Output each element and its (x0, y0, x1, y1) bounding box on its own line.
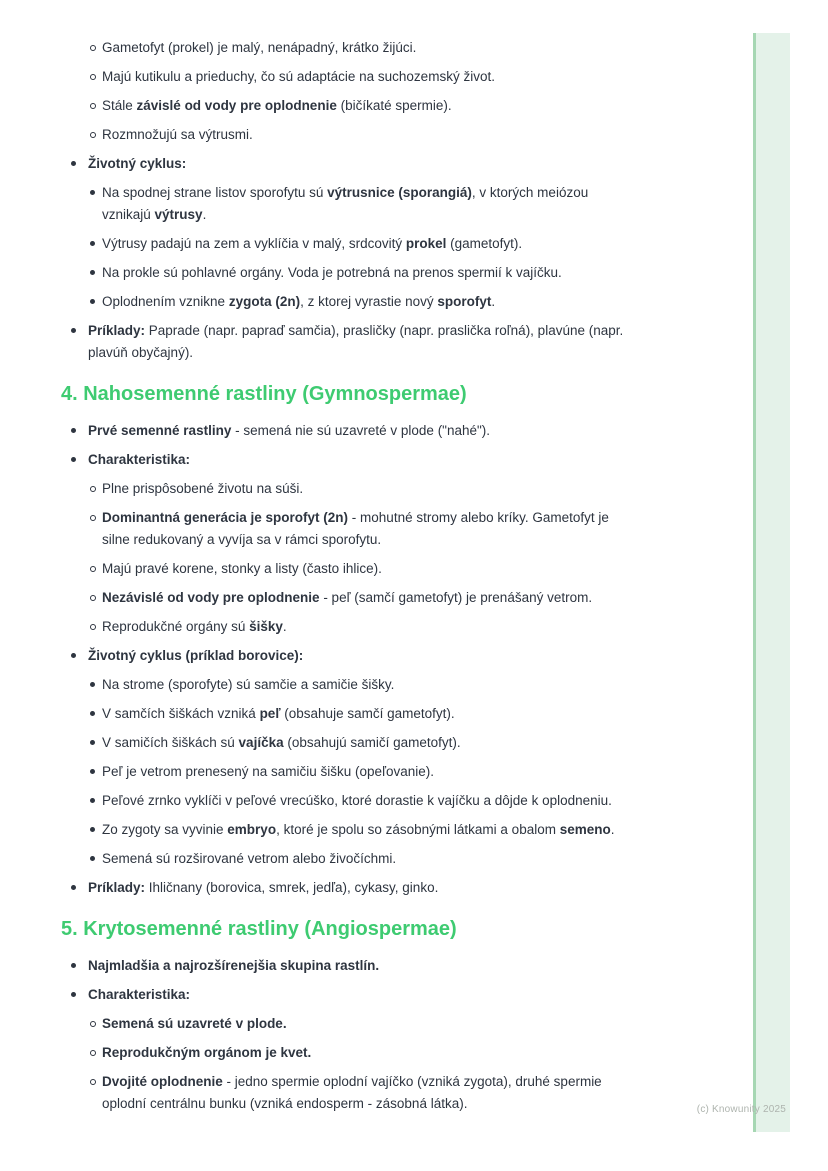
list-item-text: V samičích šiškách sú vajíčka (obsahujú samičí gametofyt). (102, 735, 461, 750)
list-item-text: Dominantná generácia je sporofyt (2n) - mohutné stromy alebo kríky. Gametofyt je silne redukovaný a vyvíja sa v rámci sporofytu. (102, 510, 609, 547)
content-list (0, 37, 828, 1122)
bullet-icon (71, 161, 76, 166)
list-item-text: V samčích šiškách vzniká peľ (obsahuje samčí gametofyt). (102, 706, 455, 721)
list-item (0, 420, 828, 442)
watermark: (c) Knowunity 2025 (696, 1104, 786, 1115)
list-item-text: Plne prispôsobené životu na súši. (102, 481, 304, 496)
bullet-icon (90, 856, 95, 861)
circle-bullet-icon (90, 595, 96, 601)
list-item-text: Zo zygoty sa vyvinie embryo, ktoré je spolu so zásobnými látkami a obalom semeno. (102, 822, 615, 837)
list-item-text: Dvojité oplodnenie - jedno spermie oplodní vajíčko (vzniká zygota), druhé spermie oplodní centrálnu bunku (vzniká endosperm - zásobná látka). (102, 1074, 602, 1111)
bullet-icon (90, 827, 95, 832)
circle-bullet-icon (90, 486, 96, 492)
list-item-text: Charakteristika: (88, 987, 191, 1002)
bullet-icon (71, 885, 76, 890)
list-item (0, 449, 828, 471)
section-heading: 4. Nahosemenné rastliny (Gymnospermae) (61, 383, 467, 405)
list-item (0, 37, 828, 59)
list-item (0, 761, 828, 783)
list-item (0, 478, 828, 500)
list-item (0, 790, 828, 812)
list-item (0, 182, 828, 226)
circle-bullet-icon (90, 1079, 96, 1085)
list-item-text: Semená sú uzavreté v plode. (102, 1016, 287, 1031)
list-item (0, 507, 828, 551)
list-item (0, 124, 828, 146)
circle-bullet-icon (90, 74, 96, 80)
list-item (0, 674, 828, 696)
list-item (0, 1042, 828, 1064)
list-item (0, 233, 828, 255)
circle-bullet-icon (90, 103, 96, 109)
list-item-text: Príklady: Paprade (napr. papraď samčia), prasličky (napr. praslička roľná), plavúne (napr. plavúň obyčajný). (88, 323, 624, 360)
list-item-text: Gametofyt (prokel) je malý, nenápadný, krátko žijúci. (102, 40, 417, 55)
list-item-text: Peľové zrnko vyklíči v peľové vrecúško, ktoré dorastie k vajíčku a dôjde k oplodneniu. (102, 793, 612, 808)
list-item-text: Peľ je vetrom prenesený na samičiu šišku (opeľovanie). (102, 764, 435, 779)
list-item-text: Majú kutikulu a prieduchy, čo sú adaptácie na suchozemský život. (102, 69, 495, 84)
bullet-icon (90, 270, 95, 275)
list-item-text: Nezávislé od vody pre oplodnenie - peľ (samčí gametofyt) je prenášaný vetrom. (102, 590, 593, 605)
list-item-text: Reprodukčným orgánom je kvet. (102, 1045, 312, 1060)
list-item (0, 955, 828, 977)
list-item (0, 616, 828, 638)
list-item-text: Životný cyklus: (88, 156, 187, 171)
list-item (0, 877, 828, 899)
bullet-icon (90, 682, 95, 687)
list-item-text: Reprodukčné orgány sú šišky. (102, 619, 287, 634)
circle-bullet-icon (90, 1050, 96, 1056)
section-heading: 5. Krytosemenné rastliny (Angiospermae) (61, 918, 457, 940)
bullet-icon (90, 241, 95, 246)
list-item-text: Charakteristika: (88, 452, 191, 467)
bullet-icon (90, 190, 95, 195)
list-item-text: Prvé semenné rastliny - semená nie sú uzavreté v plode ("nahé"). (88, 423, 491, 438)
list-item (0, 703, 828, 725)
bullet-icon (71, 992, 76, 997)
circle-bullet-icon (90, 566, 96, 572)
circle-bullet-icon (90, 515, 96, 521)
list-item-text: Príklady: Ihličnany (borovica, smrek, jedľa), cykasy, ginko. (88, 880, 439, 895)
list-item-text: Najmladšia a najrozšírenejšia skupina rastlín. (88, 958, 380, 973)
bullet-icon (71, 963, 76, 968)
bullet-icon (90, 740, 95, 745)
list-item-text: Stále závislé od vody pre oplodnenie (bičíkaté spermie). (102, 98, 452, 113)
list-item-text: Semená sú rozširované vetrom alebo živočíchmi. (102, 851, 397, 866)
bullet-icon (71, 457, 76, 462)
list-item (0, 95, 828, 117)
list-item (0, 153, 828, 175)
bullet-icon (71, 428, 76, 433)
list-item-text: Výtrusy padajú na zem a vyklíčia v malý, srdcovitý prokel (gametofyt). (102, 236, 523, 251)
list-item (0, 984, 828, 1006)
list-item (0, 732, 828, 754)
list-item (0, 1013, 828, 1035)
list-item (0, 558, 828, 580)
circle-bullet-icon (90, 45, 96, 51)
bullet-icon (71, 653, 76, 658)
list-item-text: Na strome (sporofyte) sú samčie a samičie šišky. (102, 677, 395, 692)
list-item-text: Na prokle sú pohlavné orgány. Voda je potrebná na prenos spermií k vajíčku. (102, 265, 562, 280)
list-item-text: Na spodnej strane listov sporofytu sú výtrusnice (sporangiá), v ktorých meiózou vznikajú výtrusy. (102, 185, 589, 222)
bullet-icon (90, 299, 95, 304)
list-item (0, 320, 828, 364)
list-item-text: Majú pravé korene, stonky a listy (často ihlice). (102, 561, 382, 576)
circle-bullet-icon (90, 624, 96, 630)
list-item (0, 645, 828, 667)
bullet-icon (90, 769, 95, 774)
list-item (0, 819, 828, 841)
list-item-text: Životný cyklus (príklad borovice): (88, 648, 304, 663)
list-item (0, 587, 828, 609)
list-item-text: Oplodnením vznikne zygota (2n), z ktorej vyrastie nový sporofyt. (102, 294, 496, 309)
list-item (0, 848, 828, 870)
bullet-icon (90, 711, 95, 716)
list-item (0, 291, 828, 313)
list-item (0, 262, 828, 284)
list-item (0, 66, 828, 88)
circle-bullet-icon (90, 1021, 96, 1027)
circle-bullet-icon (90, 132, 96, 138)
bullet-icon (90, 798, 95, 803)
bullet-icon (71, 328, 76, 333)
list-item-text: Rozmnožujú sa výtrusmi. (102, 127, 253, 142)
